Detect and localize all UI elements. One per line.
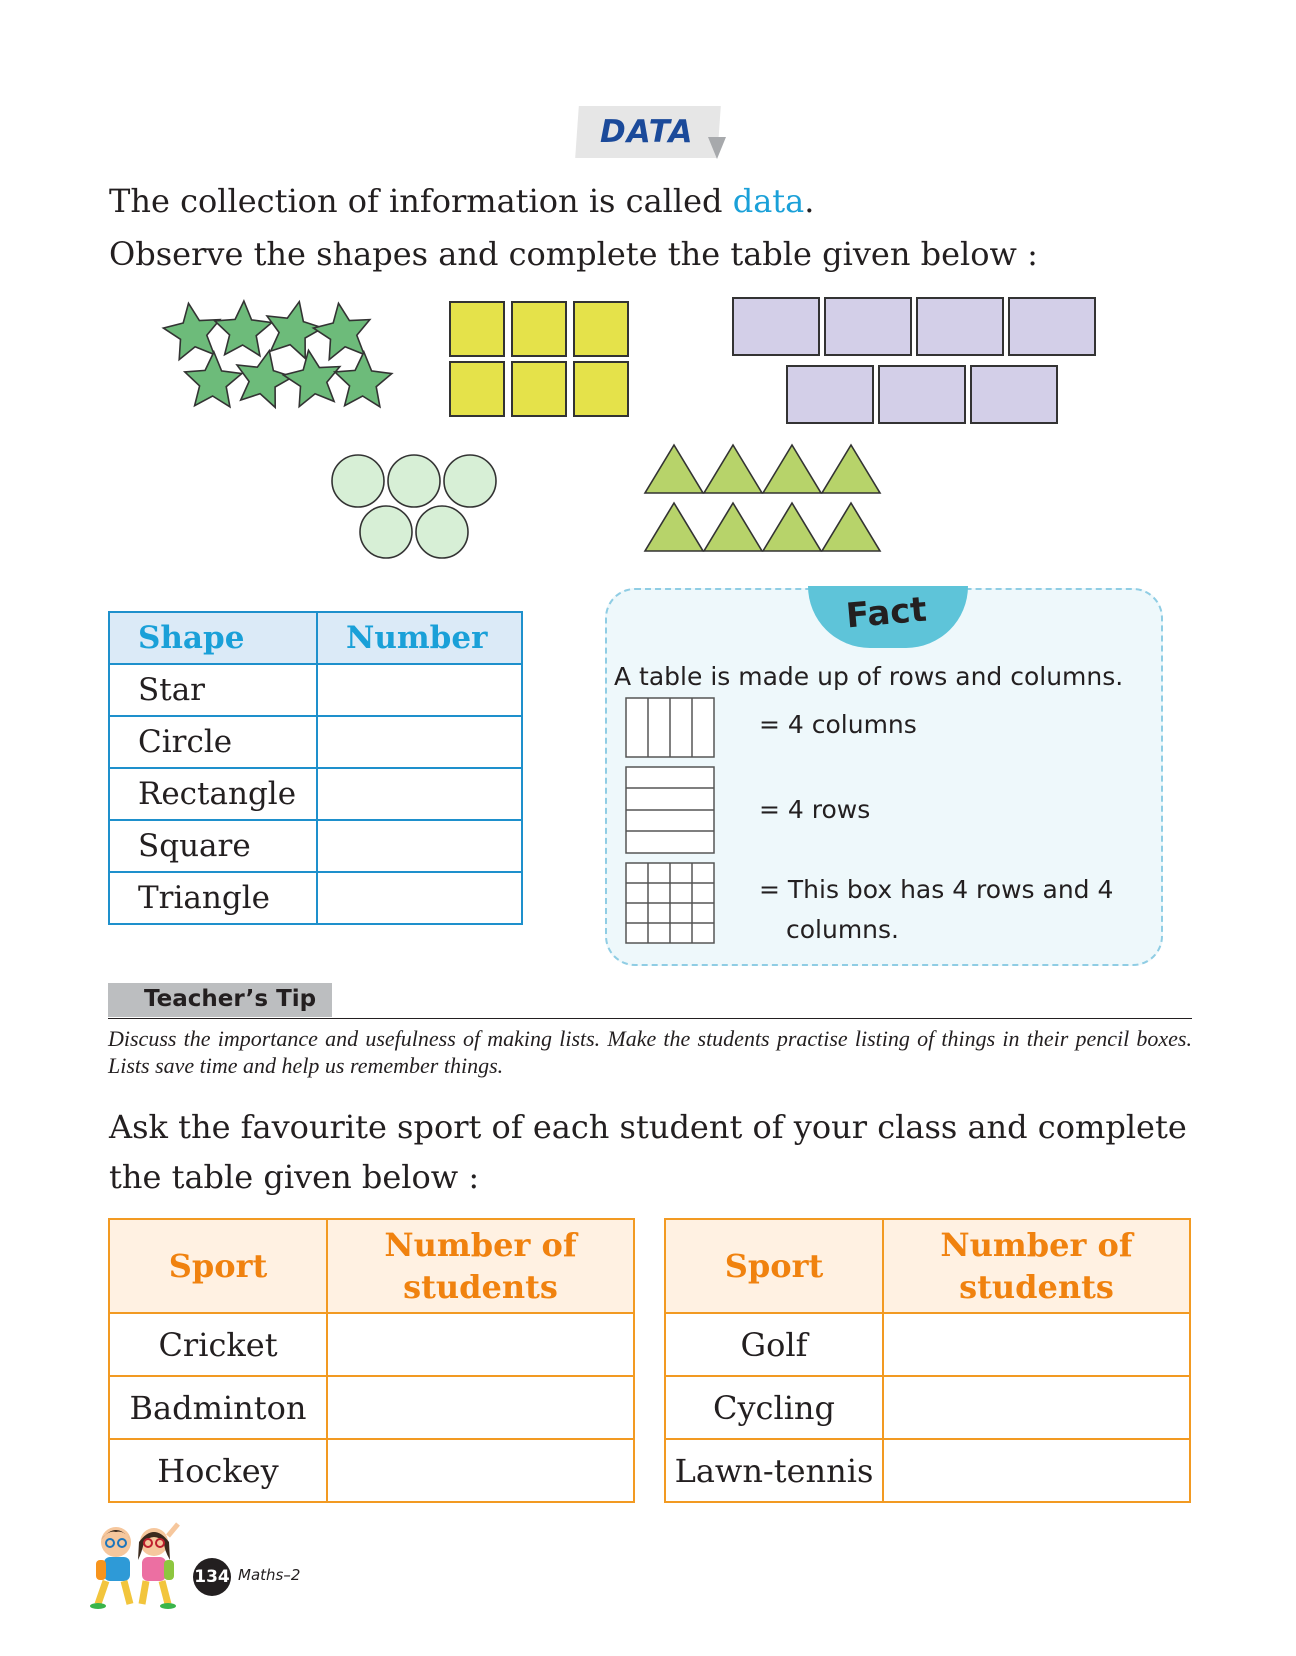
triangle-group [645, 445, 880, 551]
shape-label: Circle [109, 716, 317, 768]
divider [108, 1018, 1192, 1019]
fact-diagrams [625, 697, 717, 945]
triangle-shape [763, 445, 821, 493]
columns-diagram-icon [626, 698, 714, 757]
star-group [163, 301, 391, 407]
triangle-shape [704, 445, 762, 493]
table-header-row [665, 1219, 1190, 1313]
triangle-shape [645, 503, 703, 551]
shape-label: Triangle [109, 872, 317, 924]
fact-grid-text: = This box has 4 rows and 4 [759, 875, 1114, 904]
definition-prefix: The collection of information is called [109, 182, 733, 220]
header-sport: Sport [665, 1219, 883, 1313]
table-row [109, 1313, 634, 1376]
table-row [665, 1439, 1190, 1502]
star-shape [163, 303, 219, 359]
number-blank-cell[interactable] [317, 716, 522, 768]
header-number-of-students: Number of students [883, 1219, 1190, 1313]
square-shape [512, 362, 566, 416]
definition-suffix: . [804, 182, 815, 220]
square-shape [450, 302, 504, 356]
shape-label: Star [109, 664, 317, 716]
triangle-shape [822, 503, 880, 551]
header-shape: Shape [109, 612, 317, 664]
instruction-sport: Ask the favourite sport of each student of your class and complete the table given below : [109, 1108, 1187, 1196]
table-header-row [109, 1219, 634, 1313]
rectangle-shape [971, 366, 1057, 423]
fact-rows-text: = 4 rows [759, 795, 871, 824]
grid-diagram-icon [626, 863, 714, 943]
header-number-of-students: Number of students [327, 1219, 634, 1313]
count-blank-cell[interactable] [327, 1313, 634, 1376]
table-row [109, 1376, 634, 1439]
circle-shape [360, 506, 412, 558]
count-blank-cell[interactable] [883, 1439, 1190, 1502]
square-shape [574, 362, 628, 416]
number-blank-cell[interactable] [317, 768, 522, 820]
sport-label: Lawn-tennis [665, 1439, 883, 1502]
page-number: 134 [193, 1558, 231, 1596]
rectangle-shape [1009, 298, 1095, 355]
triangle-shape [645, 445, 703, 493]
shapes-illustration [0, 0, 1296, 600]
shape-count-table [108, 611, 523, 925]
square-shape [512, 302, 566, 356]
rectangle-shape [787, 366, 873, 423]
table-row [109, 768, 522, 820]
number-blank-cell[interactable] [317, 820, 522, 872]
page-heading: DATA [600, 114, 694, 150]
table-header-row [109, 612, 522, 664]
sport-label: Hockey [109, 1439, 327, 1502]
circle-shape [416, 506, 468, 558]
sport-table-left [108, 1218, 635, 1503]
fact-grid-text-cont: columns. [786, 915, 900, 944]
square-shape [574, 302, 628, 356]
instruction-shapes: Observe the shapes and complete the table given below : [109, 235, 1038, 273]
fact-statement: A table is made up of rows and columns. [614, 662, 1124, 691]
count-blank-cell[interactable] [327, 1439, 634, 1502]
count-blank-cell[interactable] [883, 1313, 1190, 1376]
header-number: Number [317, 612, 522, 664]
sport-label: Badminton [109, 1376, 327, 1439]
table-row [665, 1313, 1190, 1376]
rows-diagram-icon [626, 767, 714, 853]
rectangle-shape [825, 298, 911, 355]
sport-label: Cycling [665, 1376, 883, 1439]
sport-table-right [664, 1218, 1191, 1503]
star-shape [237, 351, 293, 408]
rectangle-shape [879, 366, 965, 423]
fact-columns-text: = 4 columns [759, 710, 917, 739]
star-shape [313, 303, 369, 359]
sport-label: Golf [665, 1313, 883, 1376]
count-blank-cell[interactable] [883, 1376, 1190, 1439]
rectangle-shape [917, 298, 1003, 355]
star-shape [335, 352, 392, 407]
header-sport: Sport [109, 1219, 327, 1313]
triangle-shape [704, 503, 762, 551]
teacher-tip-label: Teacher’s Tip [108, 983, 332, 1017]
circle-group [332, 455, 496, 558]
kids-mascot-icon [84, 1520, 184, 1612]
table-row [109, 820, 522, 872]
circle-shape [444, 455, 496, 507]
circle-shape [388, 455, 440, 507]
table-row [109, 716, 522, 768]
table-row [109, 872, 522, 924]
circle-shape [332, 455, 384, 507]
shape-label: Rectangle [109, 768, 317, 820]
star-shape [215, 301, 272, 356]
triangle-shape [763, 503, 821, 551]
star-shape [267, 302, 323, 359]
square-group [450, 302, 628, 416]
definition-term: data [732, 182, 805, 220]
count-blank-cell[interactable] [327, 1376, 634, 1439]
shape-label: Square [109, 820, 317, 872]
teacher-tip-text: Discuss the importance and usefulness of making lists. Make the students practise listing of things in their pencil boxes. Lists save time and help us remember things. [108, 1026, 1192, 1078]
star-shape [185, 352, 242, 407]
square-shape [450, 362, 504, 416]
fact-title: Fact [844, 589, 929, 637]
triangle-shape [822, 445, 880, 493]
book-title: Maths–2 [238, 1566, 301, 1584]
number-blank-cell[interactable] [317, 664, 522, 716]
rectangle-shape [733, 298, 819, 355]
table-row [109, 1439, 634, 1502]
table-row [109, 664, 522, 716]
table-row [665, 1376, 1190, 1439]
sport-label: Cricket [109, 1313, 327, 1376]
number-blank-cell[interactable] [317, 872, 522, 924]
rectangle-group [733, 298, 1095, 423]
